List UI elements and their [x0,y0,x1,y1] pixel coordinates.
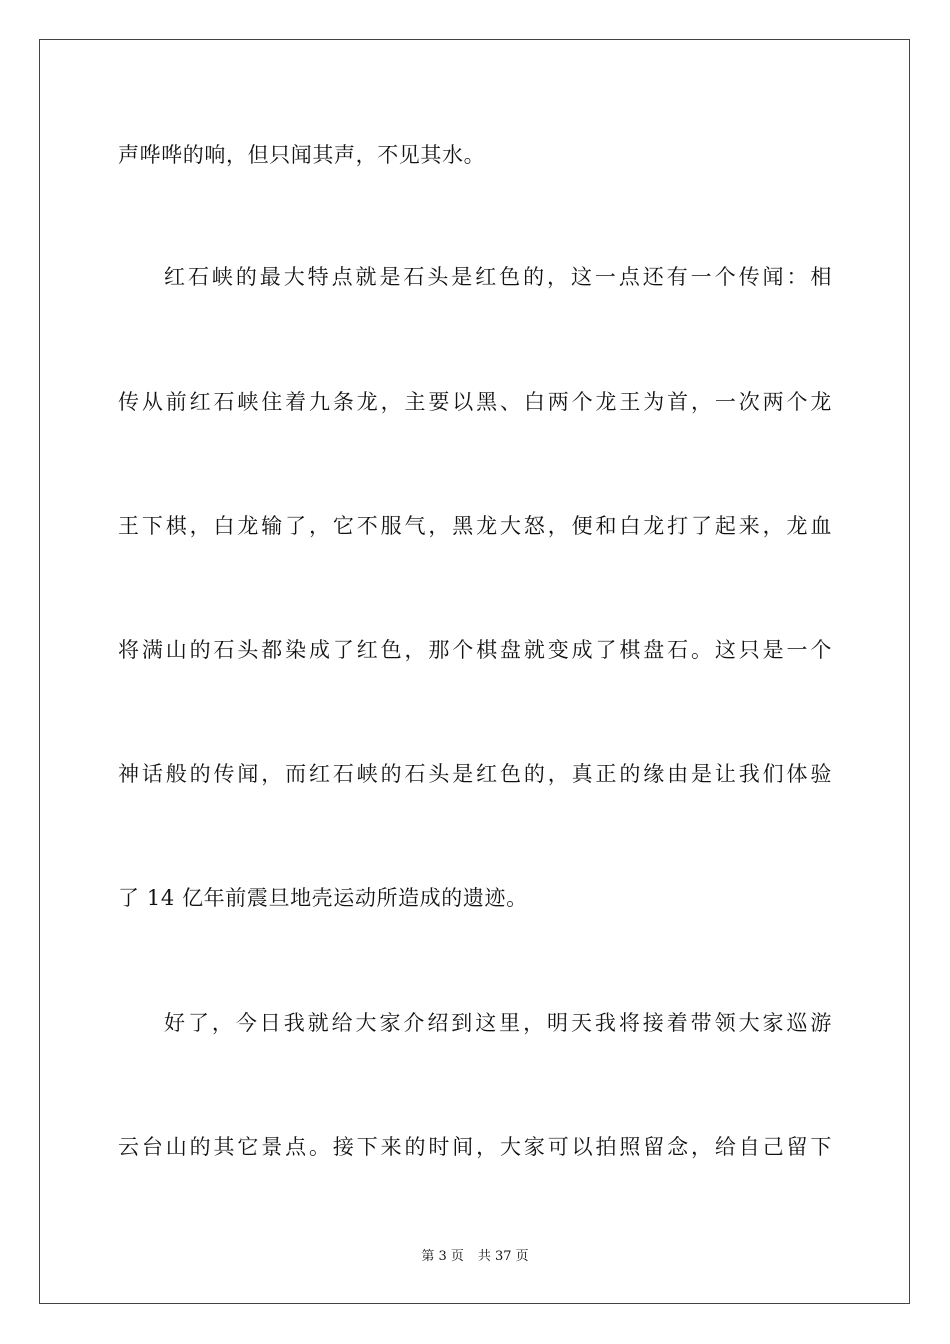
paragraph-line: 声哗哗的响，但只闻其声，不见其水。 [118,143,486,167]
page-number: 第 3 页 [421,1249,464,1264]
paragraph-line: 神话般的传闻，而红石峡的石头是红色的，真正的缘由是让我们体验 [118,762,832,786]
paragraph-line: 好了，今日我就给大家介绍到这里，明天我将接着带领大家巡游 [164,1011,832,1035]
paragraph-line: 传从前红石峡住着九条龙，主要以黑、白两个龙王为首，一次两个龙 [118,390,832,414]
paragraph-line: 王下棋，白龙输了，它不服气，黑龙大怒，便和白龙打了起来，龙血 [118,514,832,538]
page-border [39,39,910,1304]
paragraph-line: 云台山的其它景点。接下来的时间，大家可以拍照留念，给自己留下 [118,1135,832,1159]
paragraph-line: 将满山的石头都染成了红色，那个棋盘就变成了棋盘石。这只是一个 [118,638,832,662]
page-footer [0,1248,950,1266]
paragraph-line: 红石峡的最大特点就是石头是红色的，这一点还有一个传闻：相 [164,265,832,289]
page-total: 共 37 页 [477,1249,529,1264]
paragraph-line: 了 14 亿年前震旦地壳运动所造成的遗迹。 [118,886,528,910]
